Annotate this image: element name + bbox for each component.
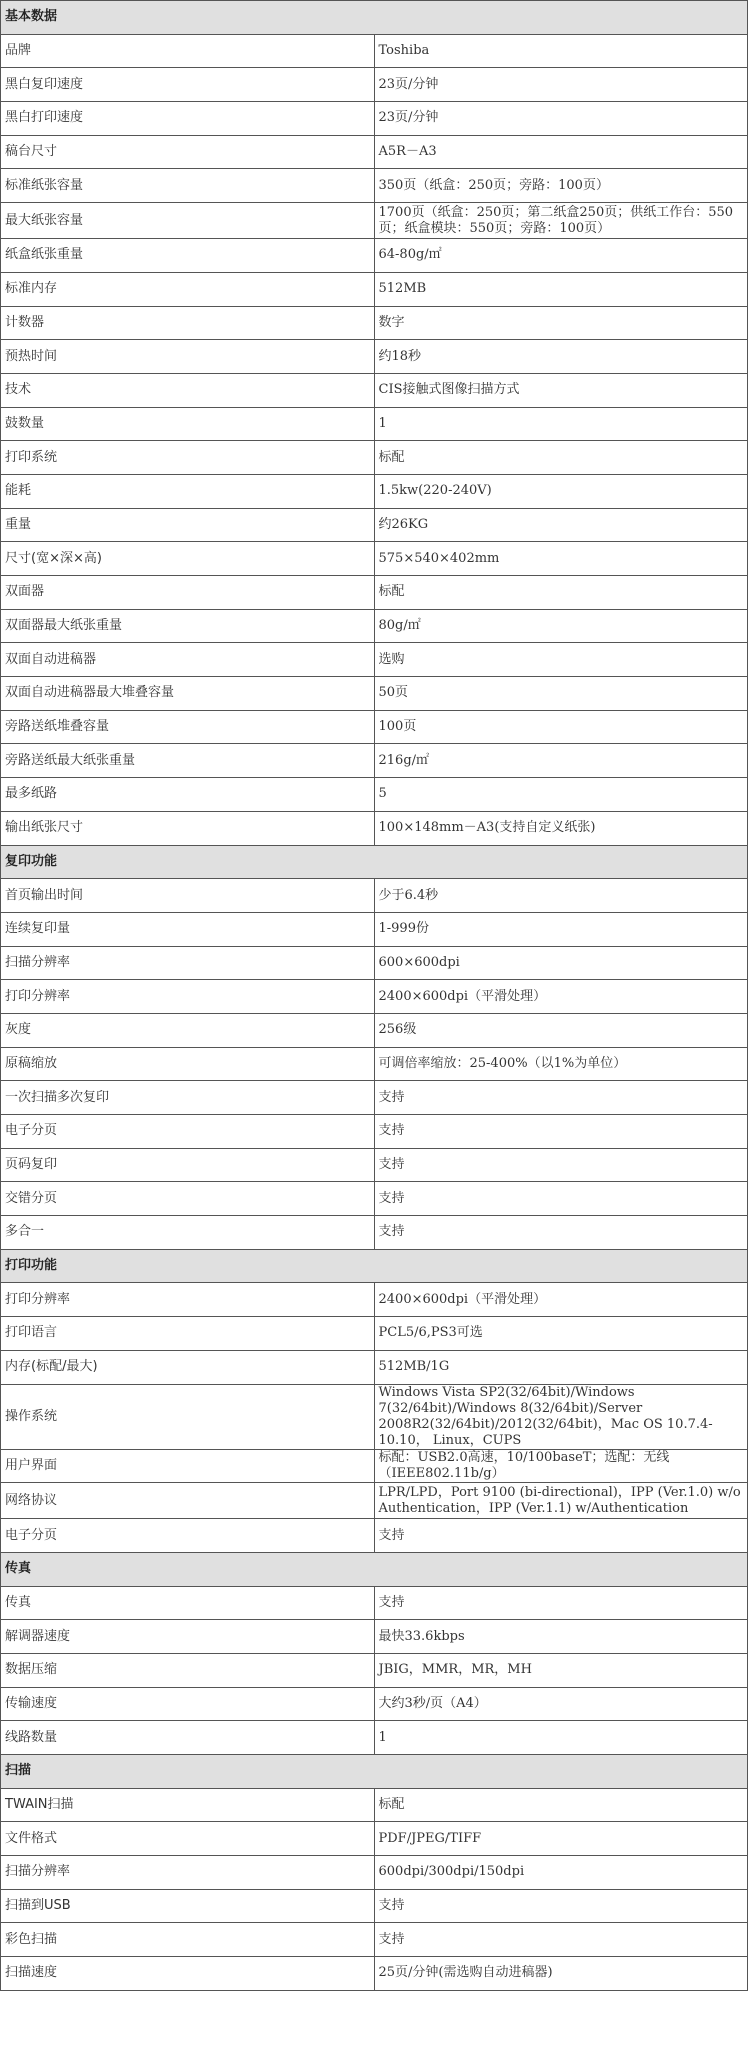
- spec-row: [1, 135, 748, 169]
- spec-value: 2400×600dpi（平滑处理）: [374, 1283, 748, 1317]
- section-title: 传真: [1, 1552, 748, 1586]
- spec-label: 扫描分辨率: [1, 1856, 375, 1890]
- spec-row: [1, 68, 748, 102]
- spec-value: 标配: [374, 1788, 748, 1822]
- spec-row: [1, 1283, 748, 1317]
- spec-value: 支持: [374, 1519, 748, 1553]
- section-header: [1, 1552, 748, 1586]
- spec-row: [1, 441, 748, 475]
- spec-value: 1: [374, 407, 748, 441]
- spec-label: 技术: [1, 373, 375, 407]
- spec-label: 扫描分辨率: [1, 946, 375, 980]
- spec-value: 64-80g/㎡: [374, 239, 748, 273]
- section-title: 扫描: [1, 1755, 748, 1789]
- spec-row: [1, 1317, 748, 1351]
- spec-row: [1, 1081, 748, 1115]
- spec-label: 打印系统: [1, 441, 375, 475]
- spec-row: [1, 576, 748, 610]
- spec-value: 1-999份: [374, 912, 748, 946]
- spec-value: 标配: [374, 576, 748, 610]
- spec-label: 鼓数量: [1, 407, 375, 441]
- spec-label: 打印语言: [1, 1317, 375, 1351]
- spec-row: [1, 912, 748, 946]
- spec-row: [1, 203, 748, 239]
- spec-label: 电子分页: [1, 1519, 375, 1553]
- spec-label: TWAIN扫描: [1, 1788, 375, 1822]
- spec-row: [1, 1519, 748, 1553]
- spec-row: [1, 239, 748, 273]
- spec-label: 双面器最大纸张重量: [1, 609, 375, 643]
- spec-label: 内存(标配/最大): [1, 1350, 375, 1384]
- spec-label: 最大纸张容量: [1, 203, 375, 239]
- spec-row: [1, 1687, 748, 1721]
- spec-value: LPR/LPD，Port 9100 (bi-directional)，IPP (Ver.1.0) w/o Authentication，IPP (Ver.1.1) w/Authentication: [374, 1483, 748, 1519]
- spec-value: 512MB: [374, 272, 748, 306]
- spec-value: 约18秒: [374, 340, 748, 374]
- spec-label: 一次扫描多次复印: [1, 1081, 375, 1115]
- section-title: 基本数据: [1, 1, 748, 35]
- spec-label: 多合一: [1, 1216, 375, 1250]
- spec-value: 最快33.6kbps: [374, 1620, 748, 1654]
- spec-label: 输出纸张尺寸: [1, 811, 375, 845]
- spec-value: 支持: [374, 1889, 748, 1923]
- spec-row: [1, 1822, 748, 1856]
- spec-value: 5: [374, 778, 748, 812]
- spec-row: [1, 1216, 748, 1250]
- spec-label: 文件格式: [1, 1822, 375, 1856]
- spec-value: 350页（纸盒：250页；旁路：100页）: [374, 169, 748, 203]
- spec-row: [1, 407, 748, 441]
- spec-value: 1: [374, 1721, 748, 1755]
- spec-label: 解调器速度: [1, 1620, 375, 1654]
- spec-row: [1, 373, 748, 407]
- spec-label: 双面自动进稿器: [1, 643, 375, 677]
- spec-row: [1, 1620, 748, 1654]
- spec-value: 支持: [374, 1586, 748, 1620]
- spec-label: 标准内存: [1, 272, 375, 306]
- spec-label: 彩色扫描: [1, 1923, 375, 1957]
- spec-value: 80g/㎡: [374, 609, 748, 643]
- spec-label: 纸盒纸张重量: [1, 239, 375, 273]
- spec-value: 可调倍率缩放：25-400%（以1%为单位）: [374, 1047, 748, 1081]
- spec-label: 交错分页: [1, 1182, 375, 1216]
- spec-row: [1, 1350, 748, 1384]
- spec-value: 256级: [374, 1013, 748, 1047]
- spec-label: 计数器: [1, 306, 375, 340]
- spec-value: PDF/JPEG/TIFF: [374, 1822, 748, 1856]
- spec-value: 大约3秒/页（A4）: [374, 1687, 748, 1721]
- spec-row: [1, 1148, 748, 1182]
- spec-label: 最多纸路: [1, 778, 375, 812]
- spec-label: 传输速度: [1, 1687, 375, 1721]
- spec-label: 扫描速度: [1, 1957, 375, 1991]
- spec-value: 支持: [374, 1923, 748, 1957]
- spec-value: 100页: [374, 710, 748, 744]
- spec-value: 575×540×402mm: [374, 542, 748, 576]
- spec-value: JBIG，MMR，MR，MH: [374, 1653, 748, 1687]
- spec-row: [1, 272, 748, 306]
- spec-label: 双面器: [1, 576, 375, 610]
- spec-row: [1, 609, 748, 643]
- spec-row: [1, 1047, 748, 1081]
- spec-label: 标准纸张容量: [1, 169, 375, 203]
- spec-row: [1, 340, 748, 374]
- spec-label: 用户界面: [1, 1449, 375, 1483]
- spec-label: 打印分辨率: [1, 980, 375, 1014]
- spec-value: 标配：USB2.0高速，10/100baseT；选配：无线（IEEE802.11b/g）: [374, 1449, 748, 1483]
- spec-label: 预热时间: [1, 340, 375, 374]
- spec-row: [1, 778, 748, 812]
- spec-label: 页码复印: [1, 1148, 375, 1182]
- spec-label: 能耗: [1, 474, 375, 508]
- spec-value: Toshiba: [374, 34, 748, 68]
- spec-row: [1, 946, 748, 980]
- spec-value: 标配: [374, 441, 748, 475]
- spec-row: [1, 710, 748, 744]
- spec-row: [1, 1788, 748, 1822]
- spec-value: 23页/分钟: [374, 102, 748, 136]
- spec-row: [1, 1653, 748, 1687]
- spec-value: 选购: [374, 643, 748, 677]
- spec-label: 操作系统: [1, 1384, 375, 1449]
- spec-row: [1, 677, 748, 711]
- spec-label: 重量: [1, 508, 375, 542]
- spec-row: [1, 744, 748, 778]
- spec-label: 黑白打印速度: [1, 102, 375, 136]
- spec-value: 512MB/1G: [374, 1350, 748, 1384]
- spec-row: [1, 1449, 748, 1483]
- spec-label: 旁路送纸最大纸张重量: [1, 744, 375, 778]
- spec-label: 数据压缩: [1, 1653, 375, 1687]
- spec-label: 黑白复印速度: [1, 68, 375, 102]
- spec-label: 尺寸(宽×深×高): [1, 542, 375, 576]
- spec-row: [1, 879, 748, 913]
- spec-value: 600dpi/300dpi/150dpi: [374, 1856, 748, 1890]
- spec-value: 数字: [374, 306, 748, 340]
- spec-value: 23页/分钟: [374, 68, 748, 102]
- spec-value: 25页/分钟(需选购自动进稿器): [374, 1957, 748, 1991]
- spec-value: 2400×600dpi（平滑处理）: [374, 980, 748, 1014]
- section-header: [1, 1755, 748, 1789]
- spec-row: [1, 1721, 748, 1755]
- spec-row: [1, 102, 748, 136]
- spec-row: [1, 1483, 748, 1519]
- spec-label: 扫描到USB: [1, 1889, 375, 1923]
- spec-row: [1, 1586, 748, 1620]
- spec-value: 216g/㎡: [374, 744, 748, 778]
- spec-value: A5R－A3: [374, 135, 748, 169]
- spec-row: [1, 34, 748, 68]
- section-title: 打印功能: [1, 1249, 748, 1283]
- spec-label: 稿台尺寸: [1, 135, 375, 169]
- spec-row: [1, 643, 748, 677]
- spec-value: 50页: [374, 677, 748, 711]
- spec-value: CIS接触式图像扫描方式: [374, 373, 748, 407]
- spec-row: [1, 1384, 748, 1449]
- spec-value: 1700页（纸盒：250页；第二纸盒250页；供纸工作台：550页；纸盒模块：550页；旁路：100页）: [374, 203, 748, 239]
- spec-row: [1, 306, 748, 340]
- spec-row: [1, 1182, 748, 1216]
- spec-row: [1, 542, 748, 576]
- spec-table-body: [1, 1, 748, 1991]
- spec-label: 线路数量: [1, 1721, 375, 1755]
- spec-row: [1, 1889, 748, 1923]
- spec-row: [1, 980, 748, 1014]
- spec-value: 100×148mm－A3(支持自定义纸张): [374, 811, 748, 845]
- spec-label: 传真: [1, 1586, 375, 1620]
- spec-value: 1.5kw(220-240V): [374, 474, 748, 508]
- spec-value: 600×600dpi: [374, 946, 748, 980]
- spec-value: 少于6.4秒: [374, 879, 748, 913]
- spec-label: 旁路送纸堆叠容量: [1, 710, 375, 744]
- spec-row: [1, 1957, 748, 1991]
- spec-row: [1, 1115, 748, 1149]
- spec-label: 网络协议: [1, 1483, 375, 1519]
- spec-row: [1, 169, 748, 203]
- spec-label: 双面自动进稿器最大堆叠容量: [1, 677, 375, 711]
- spec-value: 支持: [374, 1148, 748, 1182]
- spec-value: Windows Vista SP2(32/64bit)/Windows 7(32/64bit)/Windows 8(32/64bit)/Server 2008R2(32/64bit)/2012(32/64bit)，Mac OS 10.7.4-10.10， Linux，CUPS: [374, 1384, 748, 1449]
- spec-value: 支持: [374, 1115, 748, 1149]
- spec-value: 支持: [374, 1216, 748, 1250]
- spec-label: 灰度: [1, 1013, 375, 1047]
- section-header: [1, 845, 748, 879]
- spec-label: 原稿缩放: [1, 1047, 375, 1081]
- spec-value: 约26KG: [374, 508, 748, 542]
- spec-label: 电子分页: [1, 1115, 375, 1149]
- spec-row: [1, 811, 748, 845]
- spec-label: 首页输出时间: [1, 879, 375, 913]
- spec-value: PCL5/6,PS3可选: [374, 1317, 748, 1351]
- spec-row: [1, 1013, 748, 1047]
- spec-row: [1, 1923, 748, 1957]
- spec-row: [1, 474, 748, 508]
- spec-label: 品牌: [1, 34, 375, 68]
- spec-value: 支持: [374, 1081, 748, 1115]
- section-header: [1, 1249, 748, 1283]
- spec-row: [1, 508, 748, 542]
- spec-row: [1, 1856, 748, 1890]
- spec-label: 打印分辨率: [1, 1283, 375, 1317]
- section-header: [1, 1, 748, 35]
- section-title: 复印功能: [1, 845, 748, 879]
- spec-label: 连续复印量: [1, 912, 375, 946]
- spec-value: 支持: [374, 1182, 748, 1216]
